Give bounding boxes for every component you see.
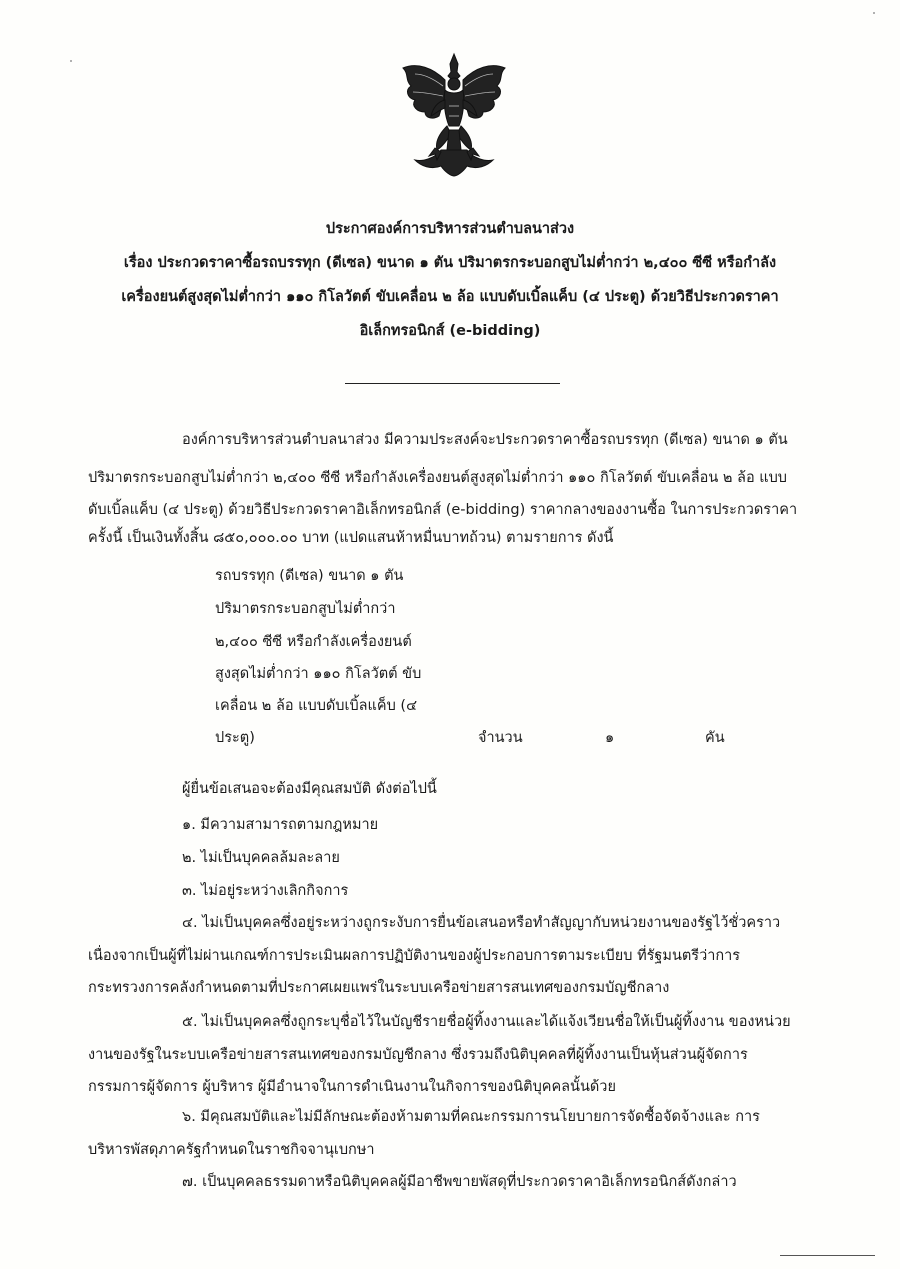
announcement-org-title: ประกาศองค์การบริหารส่วนตำบลนาส่วง [325,221,575,237]
qualification-4-line-3: กระทรวงการคลังกำหนดตามที่ประกาศเผยแพร่ในระบบเครือข่ายสารสนเทศของกรมบัญชีกลาง [88,980,670,996]
subject-line-2: เครื่องยนต์สูงสุดไม่ต่ำกว่า ๑๑๐ กิโลวัตต์ ขับเคลื่อน ๒ ล้อ แบบดับเบิ้ลแค็บ (๔ ประตู) ด้วยวิธีประกวดราคา [121,289,779,305]
garuda-emblem-icon [395,50,513,178]
qualification-3: ๓. ไม่อยู่ระหว่างเลิกกิจการ [182,883,349,899]
title-divider [345,383,560,384]
intro-line-3: ดับเบิ้ลแค็บ (๔ ประตู) ด้วยวิธีประกวดราคาอิเล็กทรอนิกส์ (e-bidding) ราคากลางของงานซื้อ ในการประกวดราคา [88,502,798,518]
qualification-5-line-1: ๕. ไม่เป็นบุคคลซึ่งถูกระบุชื่อไว้ในบัญชีรายชื่อผู้ทิ้งงานและได้แจ้งเวียนชื่อให้เป็นผู้ทิ้งงาน ของหน่วย [182,1014,791,1030]
qualification-7-line-1: ๗. เป็นบุคคลธรรมดาหรือนิติบุคคลผู้มีอาชีพขายพัสดุที่ประกวดราคาอิเล็กทรอนิกส์ดังกล่าว [182,1174,737,1190]
item-desc-line: ๒,๔๐๐ ซีซี หรือกำลังเครื่องยนต์ [215,634,412,650]
item-unit: คัน [705,730,725,746]
qualification-5-line-3: กรรมการผู้จัดการ ผู้บริหาร ผู้มีอำนาจในการดำเนินงานในกิจการของนิติบุคคลนั้นด้วย [88,1079,616,1095]
qualification-2: ๒. ไม่เป็นบุคคลล้มละลาย [182,850,340,866]
item-desc-line: เคลื่อน ๒ ล้อ แบบดับเบิ้ลแค็บ (๔ [215,698,418,714]
qualification-1: ๑. มีความสามารถตามกฎหมาย [182,817,379,833]
intro-line-4: ครั้งนี้ เป็นเงินทั้งสิ้น ๘๕๐,๐๐๐.๐๐ บาท (แปดแสนห้าหมื่นบาทถ้วน) ตามรายการ ดังนี้ [88,530,614,546]
scan-speck [70,60,72,62]
qualifications-header: ผู้ยื่นข้อเสนอจะต้องมีคุณสมบัติ ดังต่อไปนี้ [182,781,437,797]
item-quantity-value: ๑ [605,730,615,746]
subject-line-3: อิเล็กทรอนิกส์ (e-bidding) [359,323,541,339]
item-desc-line: ปริมาตรกระบอกสูบไม่ต่ำกว่า [215,601,396,617]
intro-line-1: องค์การบริหารส่วนตำบลนาส่วง มีความประสงค์จะประกวดราคาซื้อรถบรรทุก (ดีเซล) ขนาด ๑ ตัน [182,432,788,448]
item-desc-line: สูงสุดไม่ต่ำกว่า ๑๑๐ กิโลวัตต์ ขับ [215,666,422,682]
item-desc-line: รถบรรทุก (ดีเซล) ขนาด ๑ ตัน [215,568,404,584]
qualification-6-line-2: บริหารพัสดุภาครัฐกำหนดในราชกิจจานุเบกษา [88,1142,375,1158]
heading [40,212,860,348]
scan-speck [873,12,875,14]
subject-line-1: เรื่อง ประกวดราคาซื้อรถบรรทุก (ดีเซล) ขนาด ๑ ตัน ปริมาตรกระบอกสูบไม่ต่ำกว่า ๒,๔๐๐ ซีซี หรือกำลัง [123,255,777,271]
qualification-5-line-2: งานของรัฐในระบบเครือข่ายสารสนเทศของกรมบัญชีกลาง ซึ่งรวมถึงนิติบุคคลที่ผู้ทิ้งงานเป็นหุ้นส่วนผู้จัดการ [88,1047,748,1063]
intro-line-2: ปริมาตรกระบอกสูบไม่ต่ำกว่า ๒,๔๐๐ ซีซี หรือกำลังเครื่องยนต์สูงสุดไม่ต่ำกว่า ๑๑๐ กิโลวัตต์ ขับเคลื่อน ๒ ล้อ แบบ [88,470,788,486]
item-quantity-label: จำนวน [478,730,523,746]
qualification-6-line-1: ๖. มีคุณสมบัติและไม่มีลักษณะต้องห้ามตามที่คณะกรรมการนโยบายการจัดซื้อจัดจ้างและ การ [182,1109,760,1125]
qualification-4-line-2: เนื่องจากเป็นผู้ที่ไม่ผ่านเกณฑ์การประเมินผลการปฏิบัติงานของผู้ประกอบการตามระเบียบ ที่รัฐมนตรีว่าการ [88,948,741,964]
item-desc-line: ประตู) [215,730,255,746]
qualification-4-line-1: ๔. ไม่เป็นบุคคลซึ่งอยู่ระหว่างถูกระงับการยื่นข้อเสนอหรือทำสัญญากับหน่วยงานของรัฐไว้ชั่วคราว [182,915,781,931]
footer-rule [780,1255,875,1256]
